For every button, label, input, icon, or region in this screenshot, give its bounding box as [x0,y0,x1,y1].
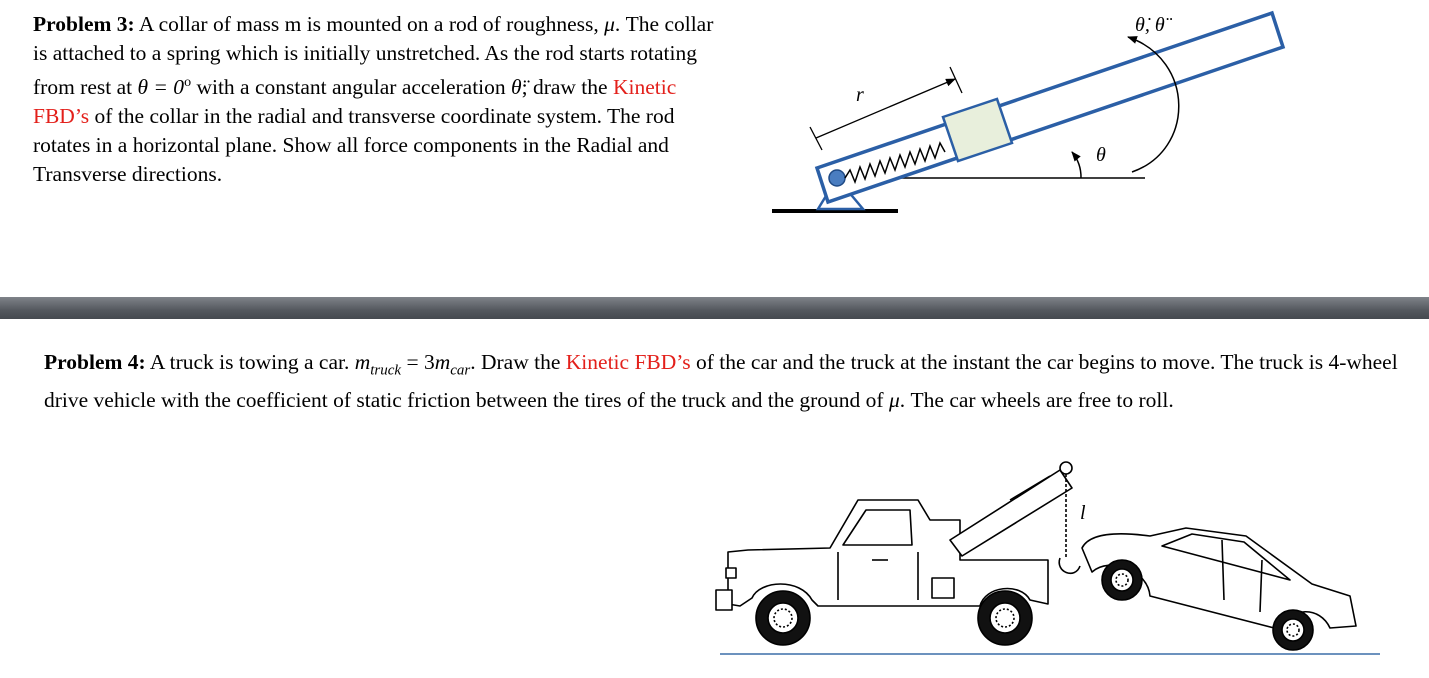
problem-3-text-part: with a constant angular acceleration [191,75,512,100]
car-rear-wheel [1273,610,1313,650]
label-r: r [856,84,864,106]
theta-ddot: θ̈ [511,75,522,100]
truck-subscript: truck [370,362,402,379]
truck-rear-wheel [978,591,1032,645]
dim-tick [810,127,822,150]
theta-arc [1072,152,1081,178]
kinetic-fbd-highlight: Kinetic FBD’s [565,350,691,374]
label-l: l [1080,502,1086,524]
problem-3-text-part: A collar of mass m is mounted on a rod of roughness, [138,12,605,36]
boom-pulley [1060,462,1072,474]
problem-3-text-part: ; draw the [521,75,613,100]
truck-bumper [716,590,732,610]
toolbox [932,578,954,598]
label-angular-rates: θ̇, θ̈ [1135,14,1165,36]
mu-symbol: μ [888,388,900,413]
problem-3-text-part: . The collar is attached to a spring which is initially unstretched. As the rod starts rotating from rest at [33,12,714,100]
rod-collar-figure [772,13,1283,211]
tow-boom [950,470,1072,556]
m-car: m [434,350,451,374]
problem-4-text-part: of the car and the truck at the instant the car begins to move. The truck is 4-wheel drive vehicle with the coefficient of static friction between the tires of the truck and the ground of [44,350,1398,413]
pivot-pin [829,170,845,186]
problem-3-label: Problem 3: [33,12,135,36]
mu-symbol: μ [604,12,615,36]
tow-hook [1059,558,1080,573]
theta-equation: θ = 0 [137,75,185,100]
equation-part: = 3 [401,350,435,374]
problem-4-text-part: . The car wheels are free to roll. [899,388,1174,413]
truck-front-wheel [756,591,810,645]
m-truck: m [354,350,371,374]
problem-4-text-part: A truck is towing a car. [145,350,355,374]
headlight [726,568,736,578]
car-front-wheel [1102,560,1142,600]
problem-3-text-part: of the collar in the radial and transverse coordinate system. The rod rotates in a horizontal plane. Show all force components in the Radial and Transverse directions. [33,104,675,187]
problem-4-text-part: . Draw the [470,350,566,374]
car-subscript: car [450,362,471,379]
degree-sup: o [184,75,192,90]
tow-truck-figure [716,462,1380,654]
kinetic-fbd-highlight: Kinetic FBD’s [33,75,677,129]
label-theta: θ [1096,144,1106,166]
problem-4-label: Problem 4: [44,350,146,374]
